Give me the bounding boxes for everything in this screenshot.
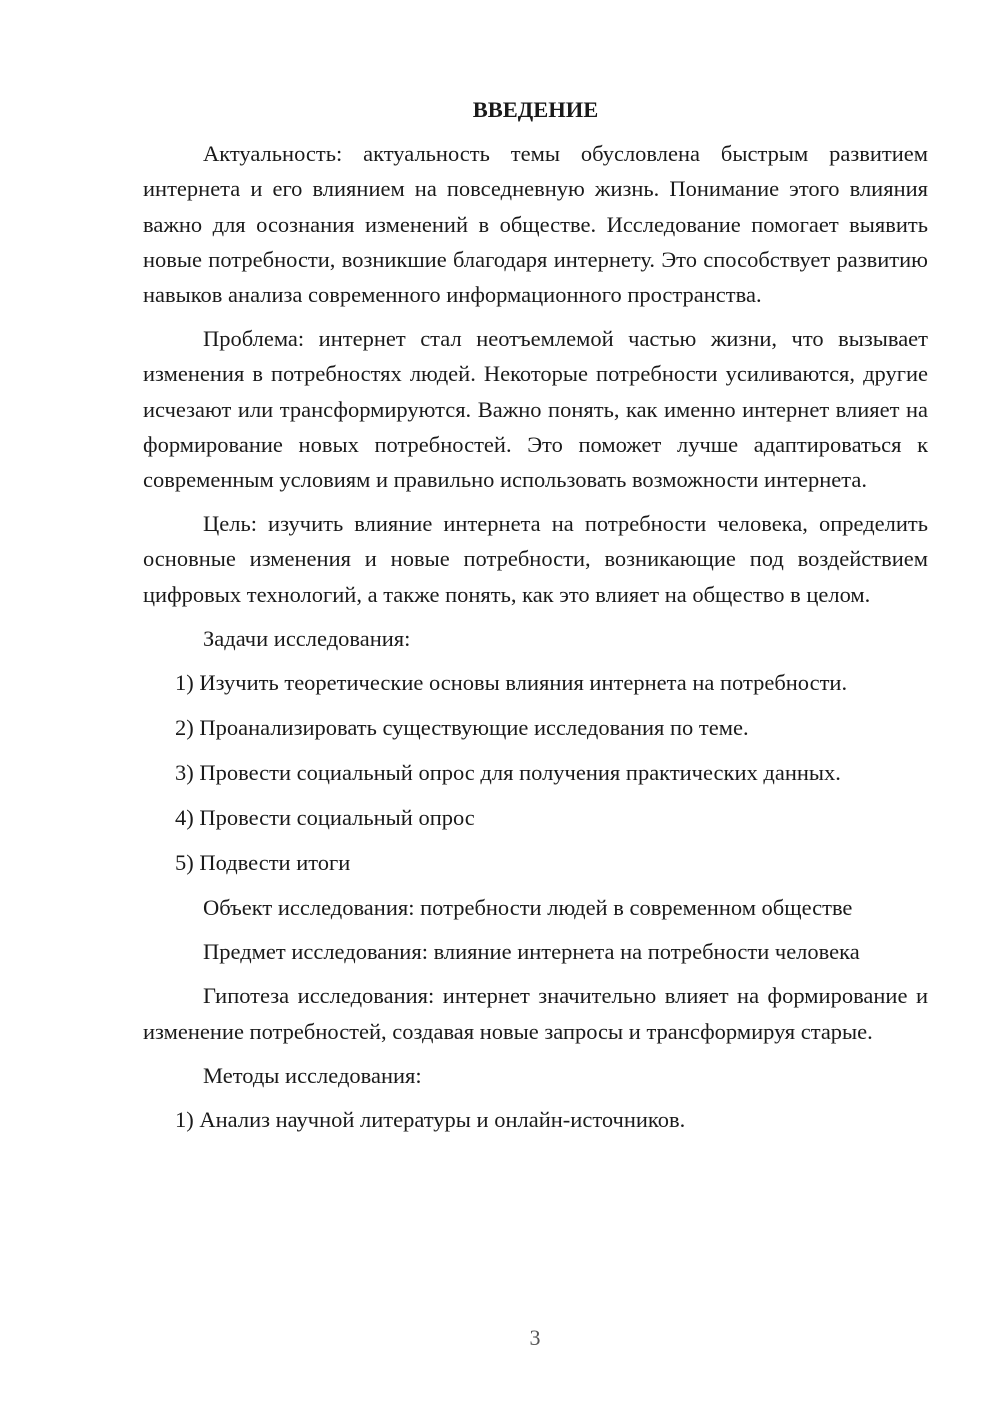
- hypothesis-paragraph: Гипотеза исследования: интернет значительно влияет на формирование и изменение потребностей, создавая новые запросы и трансформируя старые.: [143, 983, 928, 1044]
- method-item: 1) Анализ научной литературы и онлайн-источников.: [175, 1107, 686, 1133]
- tasks-heading: Задачи исследования:: [203, 625, 411, 651]
- methods-heading: Методы исследования:: [203, 1062, 422, 1088]
- goal-paragraph: Цель: изучить влияние интернета на потребности человека, определить основные изменения и новые потребности, возникающие под воздействием цифровых технологий, а также понять, как это влияет на общество в целом.: [143, 511, 928, 607]
- object-line: Объект исследования: потребности людей в современном обществе: [203, 895, 853, 921]
- task-item: 5) Подвести итоги: [175, 850, 351, 876]
- problem-paragraph: Проблема: интернет стал неотъемлемой частью жизни, что вызывает изменения в потребностях людей. Некоторые потребности усиливаются, другие исчезают или трансформируются. Важно понять, как именно интернет влияет на формирование новых потребностей. Это поможет лучше адаптироваться к современным условиям и правильно использовать возможности интернета.: [143, 326, 928, 493]
- relevance-paragraph: Актуальность: актуальность темы обусловлена быстрым развитием интернета и его влиянием на повседневную жизнь. Понимание этого влияния важно для осознания изменений в обществе. Исследование помогает выявить новые потребности, возникшие благодаря интернету. Это способствует развитию навыков анализа современного информационного пространства.: [143, 141, 928, 308]
- page-title: ВВЕДЕНИЕ: [472, 97, 599, 122]
- task-item: 2) Проанализировать существующие исследования по теме.: [175, 715, 749, 741]
- task-item: 1) Изучить теоретические основы влияния интернета на потребности.: [175, 670, 848, 696]
- task-item: 4) Провести социальный опрос: [175, 805, 475, 831]
- page-number: 3: [529, 1325, 541, 1350]
- document-page: [143, 92, 928, 1147]
- task-item: 3) Провести социальный опрос для получения практических данных.: [175, 760, 841, 786]
- subject-line: Предмет исследования: влияние интернета на потребности человека: [203, 939, 860, 965]
